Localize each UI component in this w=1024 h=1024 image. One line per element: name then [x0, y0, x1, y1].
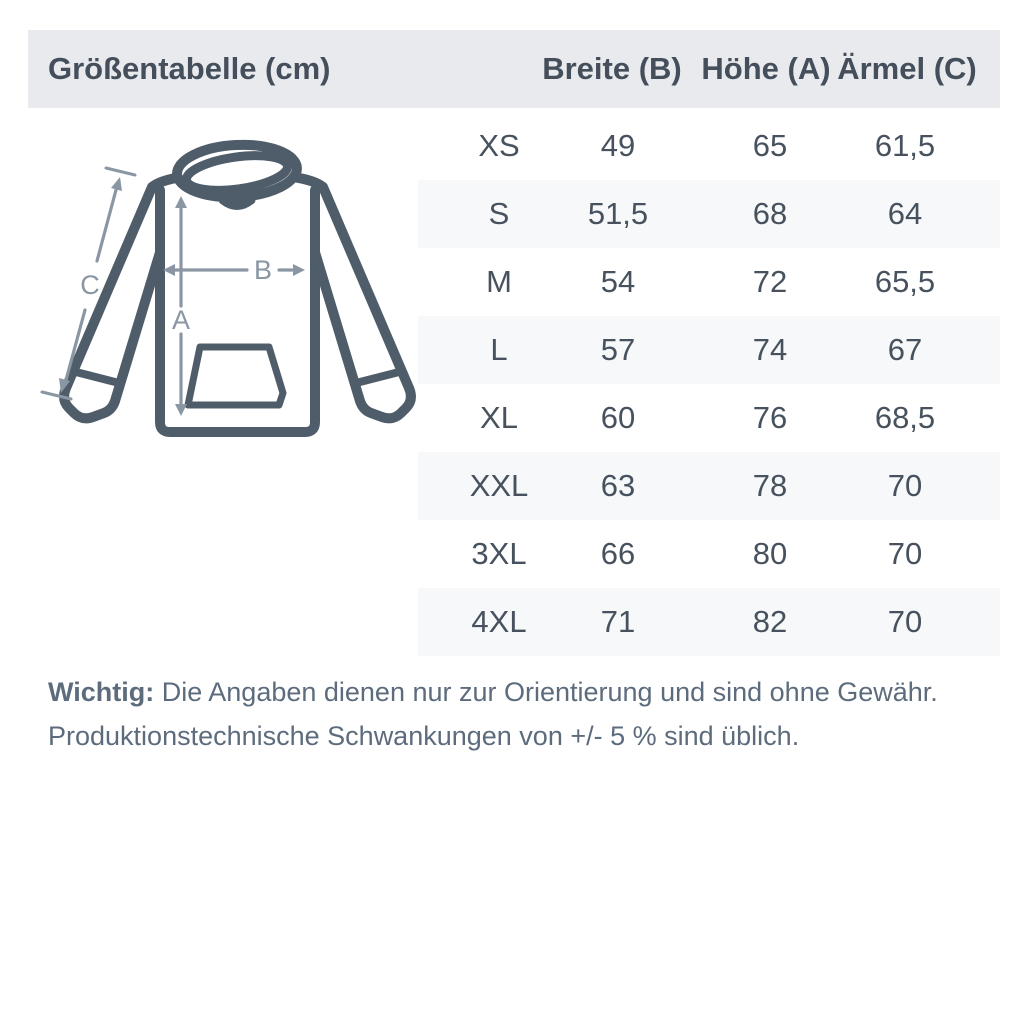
size-cell: 4XL: [471, 604, 527, 639]
table-row: [418, 384, 1000, 452]
breite-cell: 54: [600, 264, 636, 299]
dimension-label-a: A: [171, 305, 191, 335]
hoodie-right-cuff: [356, 372, 399, 383]
breite-cell: 60: [600, 400, 636, 435]
breite-cell: 49: [600, 128, 636, 163]
size-cell: XXL: [469, 468, 529, 503]
size-cell: L: [490, 332, 508, 367]
table-row: [418, 452, 1000, 520]
breite-cell: 51,5: [587, 196, 649, 231]
header-band: [28, 30, 1000, 108]
size-cell: M: [486, 264, 512, 299]
dimension-c-tick-top: [106, 168, 135, 175]
hoodie-outline-drawing: [40, 120, 420, 450]
hoehe-cell: 80: [752, 536, 788, 571]
footer-text-2: Produktionstechnische Schwankungen von +/- 5 % sind üblich.: [48, 721, 800, 751]
size-cell: XS: [478, 128, 520, 163]
footer-text-1: Die Angaben dienen nur zur Orientierung und sind ohne Gewähr.: [161, 677, 938, 707]
hoehe-cell: 78: [752, 468, 788, 503]
hoehe-cell: 72: [752, 264, 788, 299]
column-header-aermel: Ärmel (C): [837, 51, 977, 86]
aermel-cell: 61,5: [874, 128, 936, 163]
breite-cell: 66: [600, 536, 636, 571]
page-title: Größentabelle (cm): [48, 51, 331, 86]
size-table: [418, 112, 1000, 656]
breite-cell: 63: [600, 468, 636, 503]
aermel-cell: 64: [887, 196, 923, 231]
hoehe-cell: 68: [752, 196, 788, 231]
footer-note: [48, 670, 960, 758]
dimension-label-c: C: [80, 270, 100, 300]
table-row: [418, 180, 1000, 248]
table-row: [418, 588, 1000, 656]
size-cell: 3XL: [471, 536, 527, 571]
aermel-cell: 70: [887, 536, 923, 571]
hoehe-cell: 65: [752, 128, 788, 163]
hoehe-cell: 82: [752, 604, 788, 639]
table-row: [418, 520, 1000, 588]
breite-cell: 71: [600, 604, 636, 639]
breite-cell: 57: [600, 332, 636, 367]
arrowhead-c-top: [111, 177, 122, 191]
hoodie-measurement-diagram: [40, 120, 420, 450]
aermel-cell: 67: [887, 332, 923, 367]
hoodie-pocket: [188, 347, 283, 405]
aermel-cell: 65,5: [874, 264, 936, 299]
aermel-cell: 68,5: [874, 400, 936, 435]
hoodie-left-cuff: [76, 372, 119, 383]
column-header-breite: Breite (B): [542, 51, 682, 86]
dimension-label-b: B: [253, 255, 273, 285]
footer-important-label: Wichtig:: [48, 677, 155, 707]
hoehe-cell: 74: [752, 332, 788, 367]
aermel-cell: 70: [887, 468, 923, 503]
footer-line-1: [48, 670, 960, 714]
footer-line-2: [48, 714, 960, 758]
aermel-cell: 70: [887, 604, 923, 639]
size-cell: S: [488, 196, 510, 231]
column-header-hoehe: Höhe (A): [701, 51, 831, 86]
size-cell: XL: [480, 400, 518, 435]
table-row: [418, 112, 1000, 180]
table-row: [418, 248, 1000, 316]
table-row: [418, 316, 1000, 384]
hoehe-cell: 76: [752, 400, 788, 435]
